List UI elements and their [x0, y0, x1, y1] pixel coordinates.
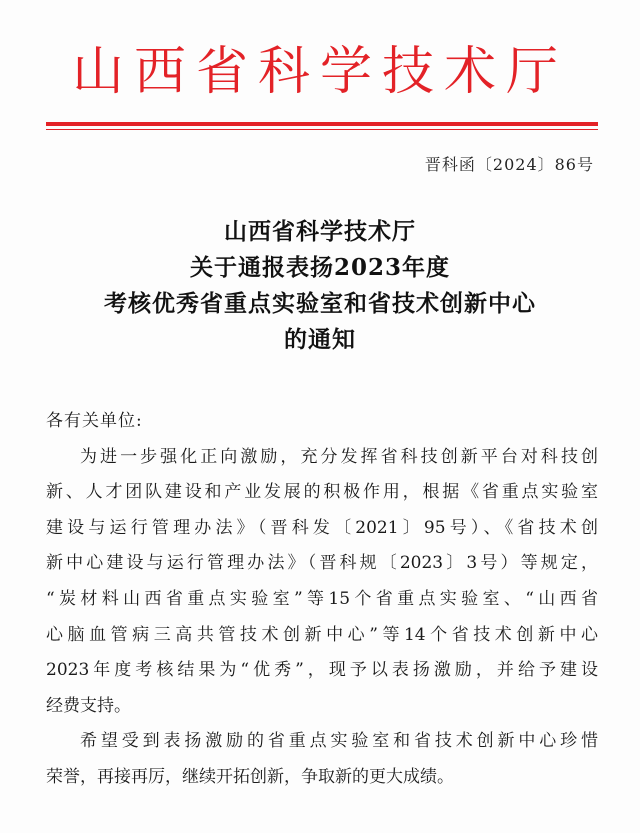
letterhead-rule-thick — [46, 122, 598, 126]
document-body — [46, 404, 598, 796]
letterhead-rule-thin — [46, 129, 598, 130]
body-line: 荣誉，再接再厉，继续开拓创新，争取新的更大成绩。 — [46, 766, 454, 787]
body-line: 新、人才团队建设和产业发展的积极作用，根据《省重点实验室 — [46, 482, 598, 503]
paragraph-2 — [46, 724, 598, 795]
paragraph-1 — [46, 440, 598, 725]
body-line: 心脑血管病三高共管技术创新中心”等14个省技术创新中心 — [46, 624, 598, 645]
body-line: 经费支持。 — [46, 695, 131, 716]
title-line: 考核优秀省重点实验室和省技术创新中心 — [104, 290, 536, 317]
body-line: “炭材料山西省重点实验室”等15个省重点实验室、“山西省 — [46, 588, 598, 609]
body-line: 2023年度考核结果为“优秀”，现予以表扬激励，并给予建设 — [46, 660, 598, 681]
title-line: 山西省科学技术厅 — [224, 218, 416, 245]
title-line: 关于通报表扬2023年度 — [189, 254, 450, 281]
body-line: 新中心建设与运行管理办法》（晋科规〔2023〕3号）等规定， — [46, 553, 598, 574]
body-line: 为进一步强化正向激励，充分发挥省科技创新平台对科技创 — [80, 446, 598, 467]
body-line: 建设与运行管理办法》（晋科发〔2021〕95号）、《省技术创 — [46, 517, 598, 538]
organization-letterhead: 山西省科学技术厅 — [71, 42, 568, 102]
title-line: 的通知 — [284, 326, 356, 353]
body-line: 希望受到表扬激励的省重点实验室和省技术创新中心珍惜 — [80, 731, 598, 752]
document-title — [0, 214, 640, 358]
document-number: 晋科函〔2024〕86号 — [424, 155, 594, 174]
salutation: 各有关单位: — [46, 411, 143, 431]
